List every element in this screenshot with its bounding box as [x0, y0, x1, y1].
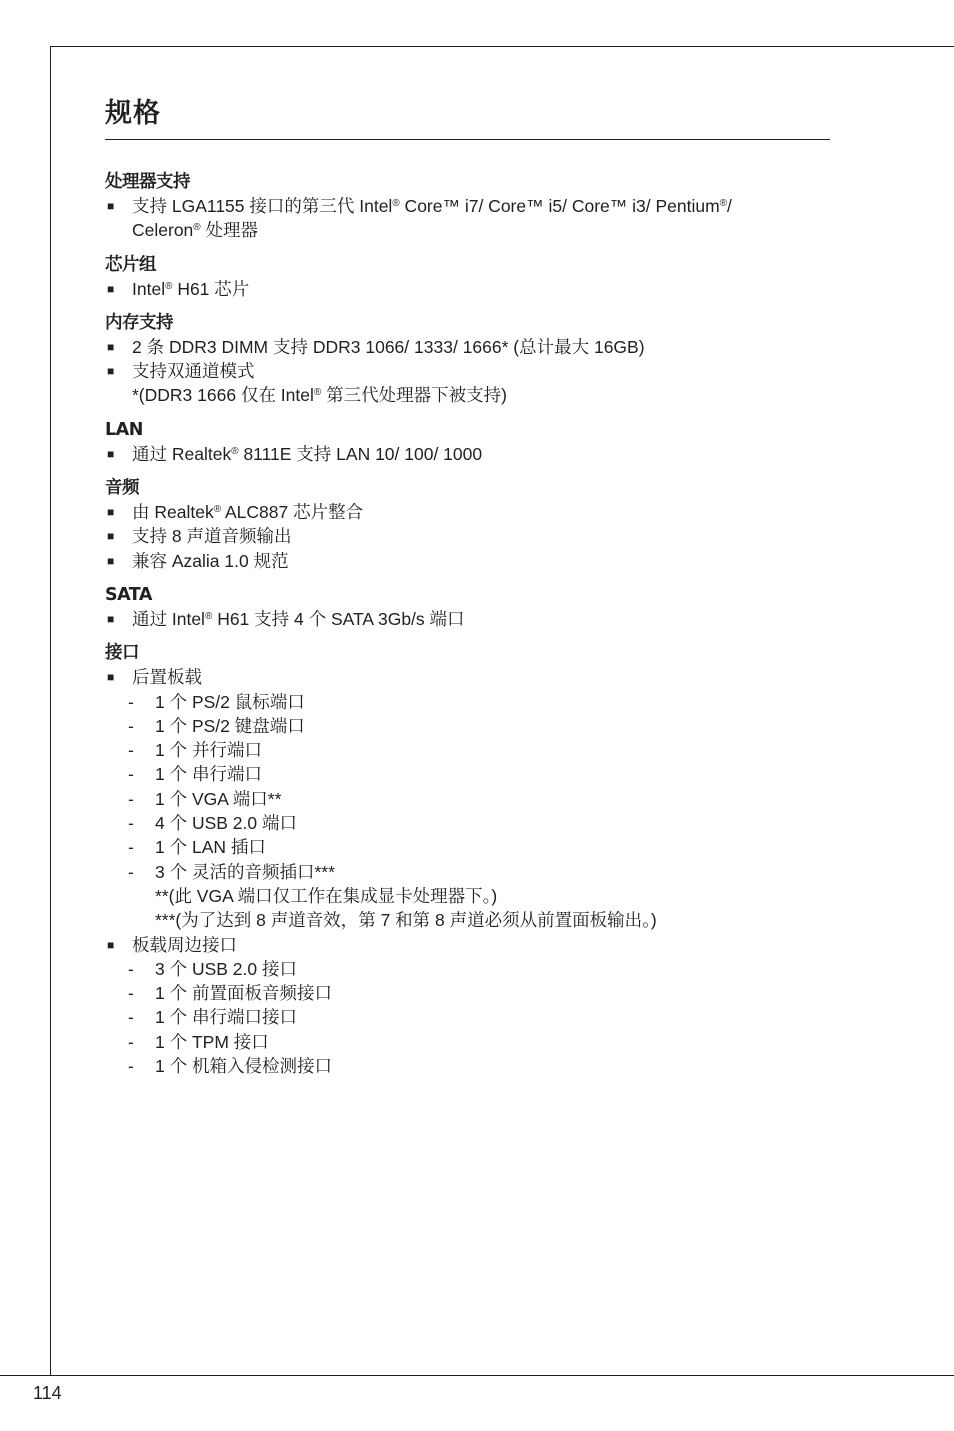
lan-text: 通过 Realtek — [132, 443, 232, 464]
registered-mark: ® — [231, 445, 239, 457]
list-item — [128, 811, 831, 835]
onboard-connector-text: 3 个 USB 2.0 接口 — [155, 958, 297, 979]
cpu-support-text: 支持 LGA1155 接口的第三代 Intel — [132, 196, 393, 216]
rear-port-text: 3 个 灵活的音频插口*** — [155, 861, 335, 882]
list-item — [128, 787, 831, 811]
chipset-list — [105, 277, 831, 301]
list-item — [128, 981, 831, 1005]
audio-codec-text: ALC887 芯片整合 — [221, 502, 364, 523]
section-audio — [105, 476, 831, 573]
lan-list — [105, 442, 831, 466]
chipset-text: Intel — [132, 278, 166, 299]
memory-note-text: 第三代处理器下被支持) — [321, 385, 507, 406]
rear-port-text: 1 个 PS/2 鼠标端口 — [155, 691, 305, 712]
section-chipset — [105, 253, 831, 301]
list-item — [128, 860, 831, 933]
cpu-support-text: 处理器 — [200, 220, 259, 241]
sata-text: H61 支持 4 个 SATA 3Gb/s 端口 — [212, 608, 465, 629]
square-bullet-icon: ■ — [107, 937, 115, 952]
list-item — [128, 835, 831, 859]
dash-bullet-icon: - — [128, 715, 134, 736]
memory-slots-text: 2 条 DDR3 DIMM 支持 DDR3 1066/ 1333/ 1666* (总计最大 16GB) — [132, 336, 645, 357]
memory-list — [105, 335, 831, 408]
dash-bullet-icon: - — [128, 813, 134, 834]
rear-port-text: 1 个 并行端口 — [155, 740, 262, 761]
list-item — [128, 762, 831, 786]
vga-footnote: **(此 VGA 端口仅工作在集成显卡处理器下。) — [155, 885, 498, 906]
list-item — [105, 442, 831, 466]
page-number: 114 — [33, 1383, 62, 1403]
square-bullet-icon: ■ — [107, 670, 115, 685]
title-underline — [105, 139, 830, 140]
rear-io-label: 后置板载 — [132, 667, 202, 688]
list-item — [105, 335, 831, 359]
memory-note — [132, 383, 831, 407]
square-bullet-icon: ■ — [107, 446, 115, 461]
registered-mark: ® — [213, 504, 222, 516]
list-item — [128, 738, 831, 762]
rear-port-text: 1 个 LAN 插口 — [155, 837, 266, 858]
square-bullet-icon: ■ — [107, 553, 115, 568]
dash-bullet-icon: - — [128, 691, 134, 712]
lan-text: 8111E 支持 LAN 10/ 100/ 1000 — [238, 443, 483, 464]
onboard-connector-text: 1 个 串行端口接口 — [155, 1007, 297, 1028]
cpu-support-text: / — [727, 196, 732, 216]
specifications-content — [105, 92, 831, 1078]
section-heading-io: 接口 — [105, 643, 139, 664]
section-sata — [105, 583, 831, 631]
audio-footnote: ***(为了达到 8 声道音效，第 7 和第 8 声道必须从前置面板输出。) — [155, 910, 657, 931]
square-bullet-icon: ■ — [107, 611, 115, 626]
list-item — [105, 277, 831, 301]
page-title: 规格 — [105, 98, 161, 129]
section-heading-chipset: 芯片组 — [105, 254, 156, 275]
list-item — [105, 549, 831, 573]
square-bullet-icon: ■ — [107, 339, 115, 354]
audio-codec-text: 由 Realtek — [132, 502, 214, 523]
registered-mark: ® — [193, 222, 201, 234]
rear-port-text: 4 个 USB 2.0 端口 — [155, 813, 297, 834]
dash-bullet-icon: - — [128, 1007, 134, 1028]
dash-bullet-icon: - — [128, 1056, 134, 1077]
square-bullet-icon: ■ — [107, 281, 115, 296]
list-item — [128, 957, 831, 981]
dash-bullet-icon: - — [128, 983, 134, 1004]
section-heading-sata: SATA — [105, 584, 152, 605]
square-bullet-icon: ■ — [107, 364, 115, 379]
registered-mark: ® — [719, 198, 728, 209]
list-item — [128, 714, 831, 738]
audio-list — [105, 500, 831, 573]
onboard-io-label: 板载周边接口 — [132, 934, 237, 955]
square-bullet-icon: ■ — [107, 199, 115, 213]
rear-io-list — [128, 690, 831, 933]
io-list — [105, 665, 831, 1078]
list-item — [128, 690, 831, 714]
dash-bullet-icon: - — [128, 861, 134, 882]
section-heading-lan: LAN — [105, 419, 143, 440]
chipset-text: H61 芯片 — [172, 278, 250, 299]
dash-bullet-icon: - — [128, 740, 134, 761]
onboard-io-list — [128, 957, 831, 1078]
cpu-list — [105, 194, 831, 243]
section-memory — [105, 311, 831, 408]
square-bullet-icon: ■ — [107, 505, 115, 520]
list-item — [105, 524, 831, 548]
dual-channel-text: 支持双通道模式 — [132, 361, 255, 382]
dash-bullet-icon: - — [128, 788, 134, 809]
section-cpu — [105, 170, 831, 243]
registered-mark: ® — [204, 610, 213, 622]
dash-bullet-icon: - — [128, 764, 134, 785]
frame-top-rule — [50, 46, 954, 47]
list-item — [128, 1030, 831, 1054]
audio-spec-text: 兼容 Azalia 1.0 规范 — [132, 550, 289, 571]
onboard-connector-text: 1 个 机箱入侵检测接口 — [155, 1056, 332, 1077]
list-item — [105, 933, 831, 1079]
cpu-support-text: Core™ i7/ Core™ i5/ Core™ i3/ Pentium — [399, 196, 720, 216]
section-lan — [105, 418, 831, 466]
section-heading-audio: 音频 — [105, 478, 139, 499]
frame-left-rule — [50, 46, 51, 1375]
section-heading-memory: 内存支持 — [105, 312, 173, 333]
frame-bottom-rule — [0, 1375, 954, 1376]
list-item — [128, 1054, 831, 1078]
onboard-connector-text: 1 个 前置面板音频接口 — [155, 983, 332, 1004]
list-item — [105, 194, 831, 243]
square-bullet-icon: ■ — [107, 529, 115, 544]
rear-port-text: 1 个 VGA 端口** — [155, 788, 282, 809]
dash-bullet-icon: - — [128, 1031, 134, 1052]
memory-note-text: *(DDR3 1666 仅在 Intel — [132, 385, 314, 406]
sata-text: 通过 Intel — [132, 608, 205, 629]
list-item — [105, 665, 831, 932]
dash-bullet-icon: - — [128, 837, 134, 858]
onboard-connector-text: 1 个 TPM 接口 — [155, 1031, 269, 1052]
rear-port-text: 1 个 PS/2 键盘端口 — [155, 715, 305, 736]
section-heading-cpu: 处理器支持 — [105, 172, 190, 192]
dash-bullet-icon: - — [128, 958, 134, 979]
registered-mark: ® — [165, 280, 173, 292]
list-item — [128, 1005, 831, 1029]
registered-mark: ® — [313, 387, 322, 399]
sata-list — [105, 607, 831, 631]
registered-mark: ® — [392, 198, 400, 209]
section-io — [105, 641, 831, 1078]
list-item — [105, 500, 831, 524]
cpu-support-text: Celeron — [132, 220, 194, 241]
list-item — [105, 359, 831, 408]
list-item — [105, 607, 831, 631]
audio-channels-text: 支持 8 声道音频输出 — [132, 526, 292, 547]
rear-port-text: 1 个 串行端口 — [155, 764, 262, 785]
